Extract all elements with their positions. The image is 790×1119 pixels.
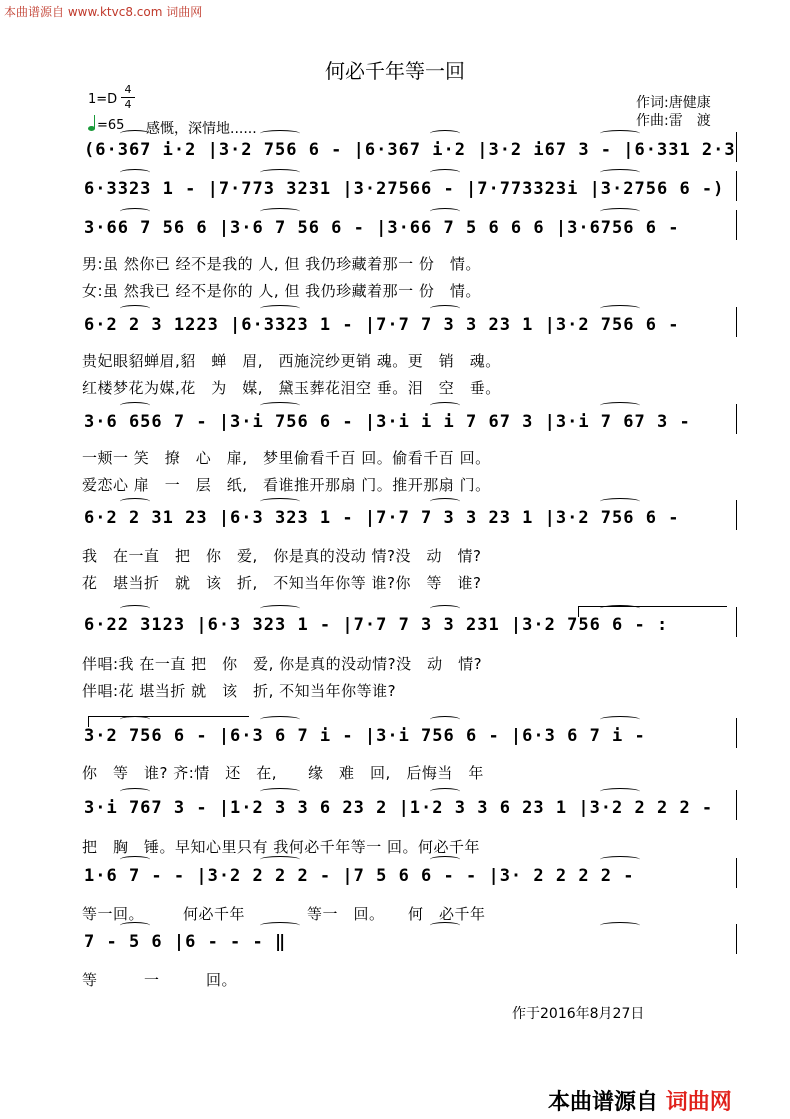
lyric-row: 等一回。 何必千年 等一 回。 何 必千年 [82, 905, 486, 923]
slur-mark [260, 130, 300, 137]
slur-mark [430, 788, 460, 795]
composition-date: 作于2016年8月27日 [512, 1006, 645, 1022]
slur-mark [600, 208, 640, 215]
slur-mark [120, 402, 150, 409]
time-signature [121, 84, 135, 111]
lyric-row: 女:虽 然我已 经不是你的 人, 但 我仍珍藏着那一 份 情。 [82, 282, 481, 300]
quarter-note-icon [88, 126, 95, 131]
notation-row: 3·i 767 3 - |1·2 3 3 6 23 2 |1·2 3 3 6 23 1 |3·2 2 2 2 - [84, 798, 714, 818]
time-bottom: 4 [124, 98, 132, 111]
lyric-row: 花 堪当折 就 该 折, 不知当年你等 谁?你 等 谁? [82, 574, 482, 592]
watermark-black: 本曲谱源自 [548, 1090, 659, 1115]
slur-mark [120, 498, 150, 505]
end-barline [736, 210, 737, 240]
slur-mark [600, 922, 640, 929]
notation-row: 7 - 5 6 |6 - - - ‖ [84, 932, 287, 952]
slur-mark [600, 788, 640, 795]
lyric-row: 我 在一直 把 你 爱, 你是真的没动 情?没 动 情? [82, 547, 482, 565]
bottom-watermark [548, 1085, 732, 1116]
slur-mark [600, 402, 640, 409]
notation-row: (6·367 i·2 |3·2 756 6 - |6·367 i·2 |3·2 i67 3 - |6·331 2·3 [84, 140, 736, 160]
slur-mark [600, 498, 640, 505]
lyric-row: 爱恋心 扉 一 层 纸, 看谁推开那扇 门。推开那扇 门。 [82, 476, 491, 494]
notation-row: 3·2 756 6 - |6·3 6 7 i - |3·i 756 6 - |6·3 6 7 i - [84, 726, 646, 746]
slur-mark [120, 208, 150, 215]
lyric-row: 把 胸 锤。早知心里只有 我何必千年等一 回。何必千年 [82, 838, 481, 856]
slur-mark [430, 305, 460, 312]
slur-mark [430, 208, 460, 215]
slur-mark [600, 305, 640, 312]
slur-mark [260, 498, 300, 505]
notation-row: 3·6 656 7 - |3·i 756 6 - |3·i i i 7 67 3 |3·i 7 67 3 - [84, 412, 691, 432]
slur-mark [430, 922, 460, 929]
slur-mark [120, 605, 150, 612]
slur-mark [120, 922, 150, 929]
tempo-marking [88, 118, 124, 133]
end-barline [736, 132, 737, 162]
slur-mark [600, 169, 640, 176]
end-barline [736, 307, 737, 337]
notation-row: 6·22 3123 |6·3 323 1 - |7·7 7 3 3 231 |3·2 756 6 - : [84, 615, 669, 635]
time-top: 4 [124, 83, 132, 96]
slur-mark [120, 788, 150, 795]
end-barline [736, 858, 737, 888]
tempo-value: =65 [97, 118, 125, 133]
slur-mark [260, 922, 300, 929]
lyric-row: 男:虽 然你已 经不是我的 人, 但 我仍珍藏着那一 份 情。 [82, 255, 481, 273]
page-title: 何必千年等一回 [325, 59, 465, 83]
end-barline [736, 607, 737, 637]
slur-mark [600, 716, 640, 723]
slur-mark [260, 716, 300, 723]
expression-marking: 感慨，深情地...... [146, 121, 257, 137]
slur-mark [600, 130, 640, 137]
slur-mark [430, 169, 460, 176]
lyric-row: 一颊一 笑 撩 心 扉, 梦里偷看千百 回。偷看千百 回。 [82, 449, 491, 467]
slur-mark [430, 402, 460, 409]
slur-mark [120, 305, 150, 312]
slur-mark [430, 856, 460, 863]
slur-mark [260, 169, 300, 176]
slur-mark [120, 169, 150, 176]
notation-row: 6·2 2 31 23 |6·3 323 1 - |7·7 7 3 3 23 1 |3·2 756 6 - [84, 508, 680, 528]
notation-row: 6·2 2 3 1223 |6·3323 1 - |7·7 7 3 3 23 1 |3·2 756 6 - [84, 315, 680, 335]
end-barline [736, 718, 737, 748]
lyric-row: 伴唱:我 在一直 把 你 爱, 你是真的没动情?没 动 情? [82, 655, 483, 673]
watermark-red: 词曲网 [665, 1090, 732, 1115]
end-barline [736, 500, 737, 530]
lyric-row: 红楼梦花为媒,花 为 媒, 黛玉葬花泪空 垂。泪 空 垂。 [82, 379, 501, 397]
lyric-row: 贵妃眼貂蝉眉,貂 蝉 眉, 西施浣纱更销 魂。更 销 魂。 [82, 352, 501, 370]
end-barline [736, 171, 737, 201]
slur-mark [260, 605, 300, 612]
slur-mark [430, 605, 460, 612]
end-barline [736, 790, 737, 820]
slur-mark [430, 716, 460, 723]
slur-mark [430, 130, 460, 137]
notation-row: 6·3323 1 - |7·773 3231 |3·27566 - |7·773323i |3·2756 6 -) [84, 179, 725, 199]
slur-mark [600, 856, 640, 863]
end-barline [736, 924, 737, 954]
notation-row: 1·6 7 - - |3·2 2 2 2 - |7 5 6 6 - - |3· 2 2 2 2 - [84, 866, 635, 886]
lyric-row: 等 一 回。 [82, 971, 238, 989]
lyric-row: 伴唱:花 堪当折 就 该 折, 不知当年你等谁? [82, 682, 397, 700]
slur-mark [430, 498, 460, 505]
slur-mark [260, 856, 300, 863]
key-signature: 1=D [88, 92, 118, 107]
slur-mark [260, 208, 300, 215]
end-barline [736, 404, 737, 434]
slur-mark [260, 402, 300, 409]
top-watermark: 本曲谱源自 www.ktvc8.com 词曲网 [4, 5, 203, 19]
slur-mark [260, 305, 300, 312]
lyricist-credit: 作词:唐健康 [636, 95, 711, 111]
volta-bracket-1 [578, 606, 727, 617]
lyric-row: 你 等 谁? 齐:情 还 在, 缘 难 回, 后悔当 年 [82, 764, 484, 782]
slur-mark [120, 856, 150, 863]
composer-credit: 作曲:雷 渡 [636, 113, 711, 129]
notation-row: 3·66 7 56 6 |3·6 7 56 6 - |3·66 7 5 6 6 6 |3·6756 6 - [84, 218, 680, 238]
slur-mark [260, 788, 300, 795]
slur-mark [120, 130, 150, 137]
volta-bracket-2 [88, 716, 249, 727]
